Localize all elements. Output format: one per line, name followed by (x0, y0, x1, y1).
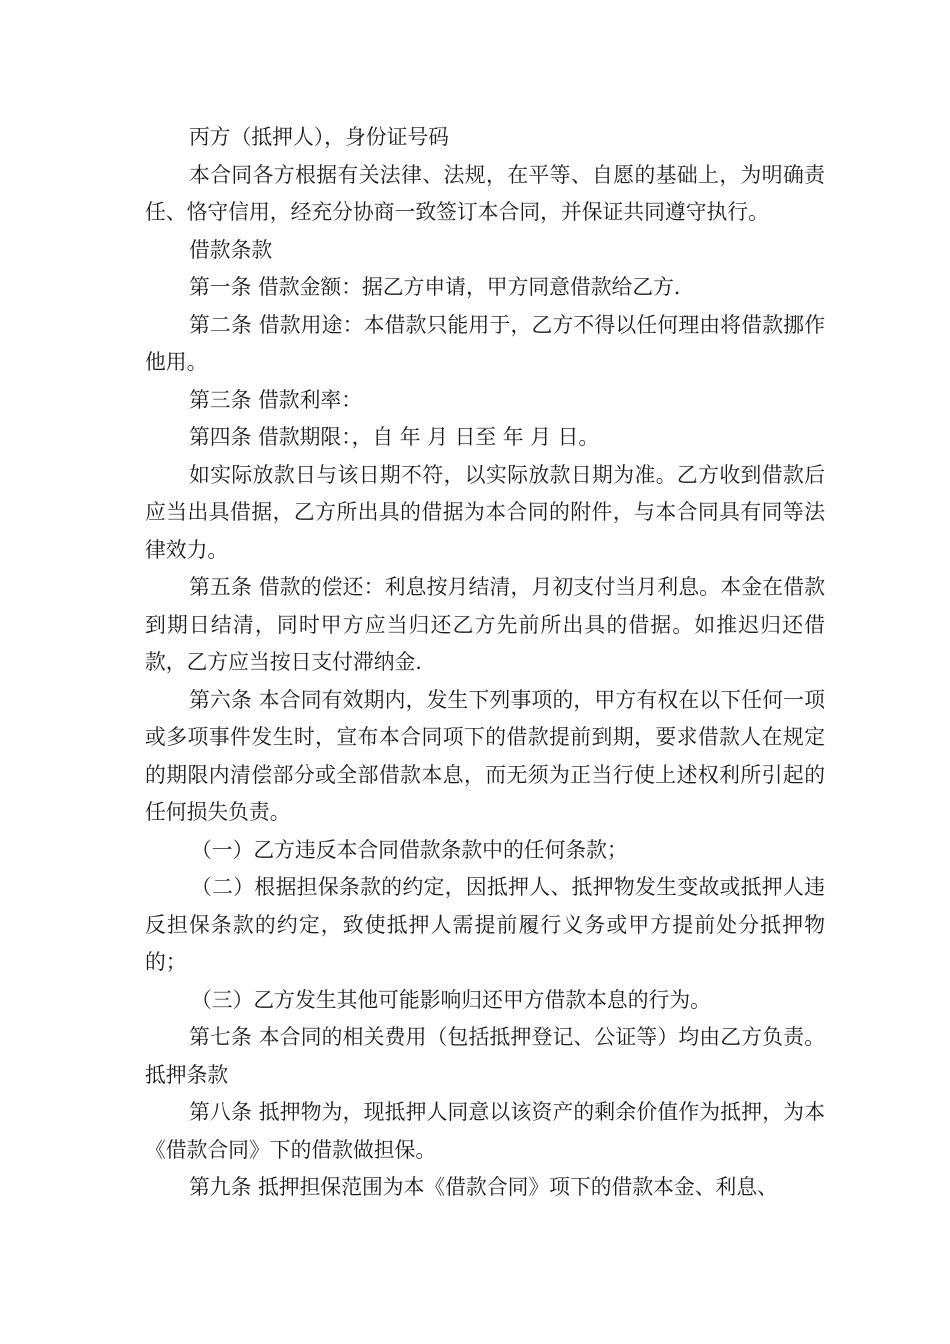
clause-1: 第一条 借款金额：据乙方申请，甲方同意借款给乙方． (189, 275, 695, 299)
clause-7: 第七条 本合同的相关费用（包括抵押登记、公证等）均由乙方负责。抵押条款 (145, 1025, 825, 1087)
section-heading-loan-terms: 借款条款 (189, 237, 273, 262)
paragraph-party-c: 丙方（抵押人），身份证号码 (189, 125, 449, 149)
clause-6: 第六条 本合同有效期内，发生下列事项的，甲方有权在以下任何一项或多项事件发生时，宣布本合同项下的借款提前到期，要求借款人在规定的期限内清偿部分或全部借款本息，而无须为正当行使上述权利所引起的任何损失负责。 (145, 687, 825, 824)
clause-4: 第四条 借款期限：，自 年 月 日至 年 月 日。 (189, 425, 600, 449)
clause-2: 第二条 借款用途：本借款只能用于，乙方不得以任何理由将借款挪作他用。 (145, 312, 825, 374)
paragraph-preamble: 本合同各方根据有关法律、法规，在平等、自愿的基础上，为明确责任、恪守信用，经充分协商一致签订本合同，并保证共同遵守执行。 (145, 162, 825, 224)
clause-5: 第五条 借款的偿还：利息按月结清，月初支付当月利息。本金在借款到期日结清，同时甲方应当归还乙方先前所出具的借据。如推迟归还借款，乙方应当按日支付滞纳金． (145, 575, 825, 674)
clause-3: 第三条 借款利率： (189, 387, 362, 412)
clause-6-item-1: （一）乙方违反本合同借款条款中的任何条款； (191, 837, 628, 862)
clause-6-item-2: （二）根据担保条款的约定，因抵押人、抵押物发生变故或抵押人违反担保条款的约定，致使抵押人需提前履行义务或甲方提前处分抵押物的； (145, 875, 825, 974)
document-body (145, 119, 825, 1207)
clause-6-item-3: （三）乙方发生其他可能影响归还甲方借款本息的行为。 (191, 987, 711, 1012)
clause-9: 第九条 抵押担保范围为本《借款合同》项下的借款本金、利息、 (189, 1175, 778, 1199)
clause-8: 第八条 抵押物为，现抵押人同意以该资产的剩余价值作为抵押，为本《借款合同》下的借款做担保。 (145, 1100, 825, 1162)
paragraph-disbursement: 如实际放款日与该日期不符，以实际放款日期为准。乙方收到借款后应当出具借据，乙方所出具的借据为本合同的附件，与本合同具有同等法律效力。 (145, 462, 825, 562)
